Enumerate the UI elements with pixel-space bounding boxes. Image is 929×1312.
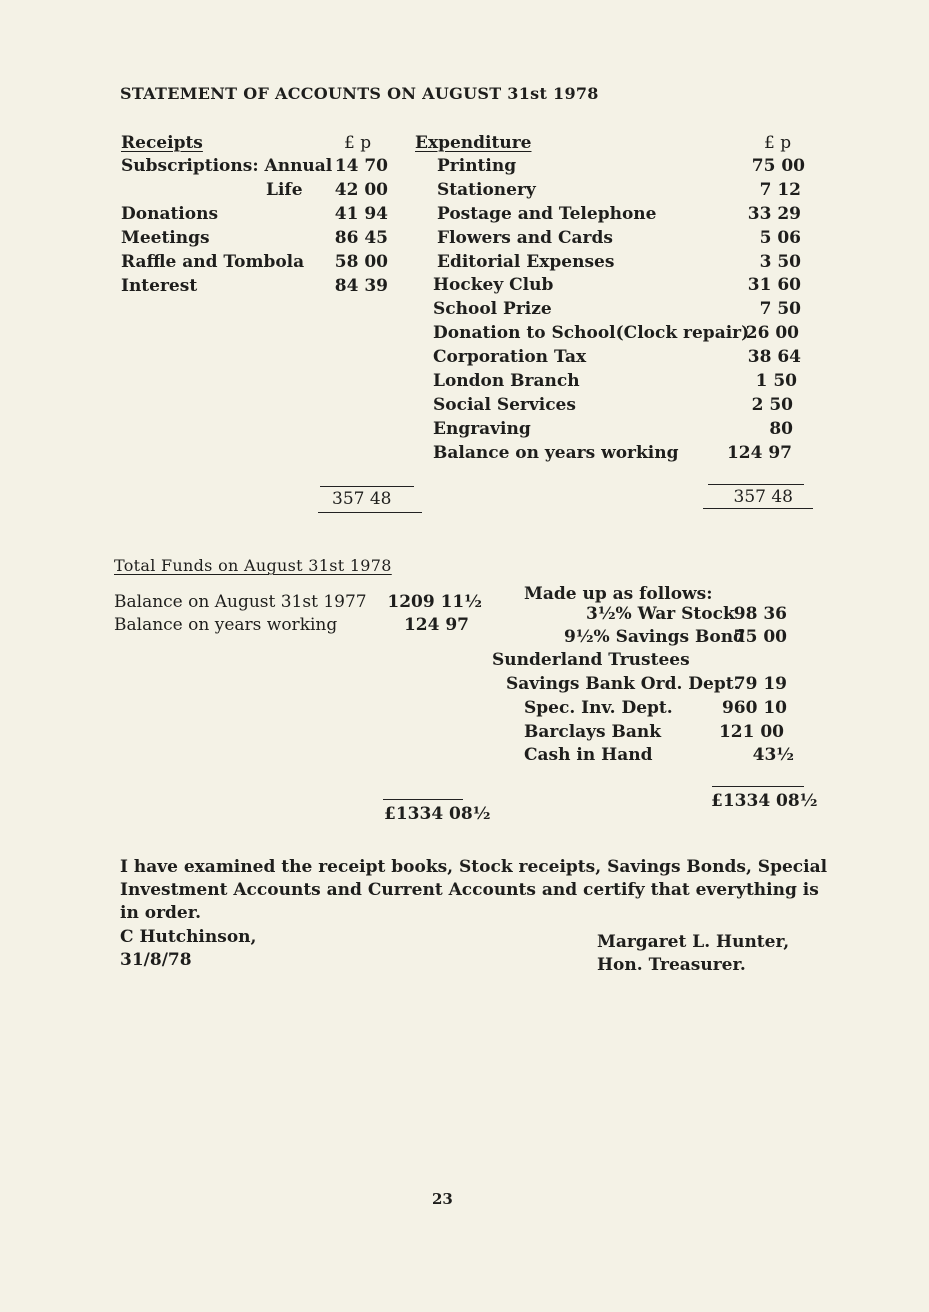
expenditure-total: 357 48 [733,487,793,507]
expenditure-amount: 75 00 [751,156,805,176]
made-up-amount: 43½ [752,745,794,765]
receipt-amount: 14 70 [334,156,388,176]
receipts-total-rule-bottom [318,512,422,513]
made-up-amount: 121 00 [718,722,784,742]
expenditure-label: Hockey Club [433,275,554,295]
expenditure-label: Stationery [437,180,536,200]
auditor-name: C Hutchinson, [120,927,257,947]
expenditure-amount: 26 00 [745,323,799,343]
expenditure-label: Postage and Telephone [437,204,657,224]
receipt-label: Life [266,180,303,200]
funds-amount: 124 97 [403,615,469,635]
expenditure-amount: 80 [769,419,793,439]
made-up-label: Barclays Bank [524,722,662,742]
expenditure-total-rule-top [708,484,804,485]
made-up-label: 3½% War Stock [586,604,735,624]
expenditure-label: School Prize [433,299,552,319]
receipt-amount: 84 39 [334,276,388,296]
receipt-amount: 42 00 [334,180,388,200]
funds-heading: Total Funds on August 31st 1978 [114,556,392,575]
expenditure-amount: 5 06 [759,228,801,248]
expenditure-heading: Expenditure [415,133,532,153]
funds-total-rule [383,799,463,800]
made-up-amount: 960 10 [721,698,787,718]
expenditure-label: Engraving [433,419,531,439]
expenditure-amount: 3 50 [759,252,801,272]
receipt-label: Subscriptions: Annual [121,156,333,176]
expenditure-amount: 1 50 [755,371,797,391]
made-up-amount: 79 19 [733,674,787,694]
expenditure-amount: 2 50 [751,395,793,415]
expenditure-amount: 7 12 [759,180,801,200]
expenditure-label: Balance on years working [433,443,679,463]
expenditure-amount: 33 29 [747,204,801,224]
treasurer-name: Margaret L. Hunter, [597,932,790,952]
expenditure-amount: 31 60 [747,275,801,295]
funds-label: Balance on August 31st 1977 [114,592,367,612]
expenditure-label: Donation to School(Clock repair) [433,323,750,343]
funds-total: £1334 08½ [384,804,491,824]
expenditure-label: London Branch [433,371,580,391]
treasurer-title: Hon. Treasurer. [597,955,746,975]
certification-line: in order. [120,903,202,923]
receipts-heading: Receipts [121,133,203,153]
funds-amount: 1209 11½ [387,592,482,612]
made-up-total-rule [712,786,804,787]
receipts-total-rule-top [320,486,414,487]
funds-label: Balance on years working [114,615,338,635]
receipt-amount: 41 94 [334,204,388,224]
page-title: STATEMENT OF ACCOUNTS ON AUGUST 31st 1978 [120,84,599,103]
made-up-amount: 98 36 [733,604,787,624]
receipts-total: 357 48 [332,489,392,509]
page-number: 23 [432,1190,453,1208]
receipt-label: Raffle and Tombola [121,252,305,272]
auditor-date: 31/8/78 [120,950,192,970]
expenditure-amount: 124 97 [726,443,792,463]
expenditure-total-rule-bottom [703,508,813,509]
receipts-unit: £ p [344,133,372,153]
receipt-label: Interest [121,276,198,296]
made-up-label: Savings Bank Ord. Dept. [506,674,740,694]
made-up-label: Sunderland Trustees [492,650,690,670]
receipt-label: Donations [121,204,219,224]
receipt-amount: 86 45 [334,228,388,248]
made-up-label: Cash in Hand [524,745,653,765]
expenditure-unit: £ p [764,133,792,153]
certification-line: Investment Accounts and Current Accounts and certify that everything is [120,880,819,900]
made-up-heading: Made up as follows: [524,584,713,604]
made-up-amount: 75 00 [733,627,787,647]
expenditure-label: Corporation Tax [433,347,587,367]
receipt-amount: 58 00 [334,252,388,272]
expenditure-label: Printing [437,156,517,176]
expenditure-label: Flowers and Cards [437,228,613,248]
made-up-label: Spec. Inv. Dept. [524,698,673,718]
expenditure-amount: 38 64 [747,347,801,367]
certification-line: I have examined the receipt books, Stock receipts, Savings Bonds, Special [120,857,828,877]
expenditure-label: Editorial Expenses [437,252,615,272]
expenditure-label: Social Services [433,395,576,415]
made-up-label: 9½% Savings Bond [564,627,745,647]
made-up-total: £1334 08½ [711,791,818,811]
expenditure-amount: 7 50 [759,299,801,319]
receipt-label: Meetings [121,228,210,248]
